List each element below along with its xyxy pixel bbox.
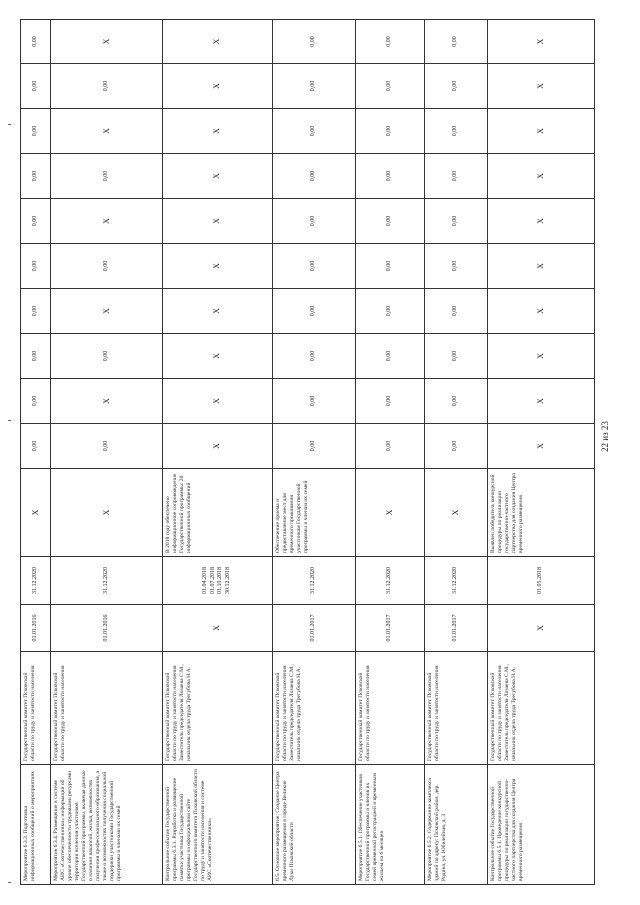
executor-cell: Государственный комитет Псковской области по труду и занятости населения	[21, 652, 51, 765]
value-cell: X	[162, 334, 272, 379]
value-cell: 0,00	[21, 154, 51, 199]
value-cell: 0,00	[355, 199, 424, 244]
value-cell: X	[162, 154, 272, 199]
value-cell: 0,00	[51, 424, 162, 469]
end-date-cell: 31.12.2020	[272, 557, 355, 605]
value-cell: 0,00	[21, 109, 51, 154]
value-cell: X	[162, 109, 272, 154]
value-cell: 0,00	[51, 334, 162, 379]
value-cell: 0,00	[424, 199, 487, 244]
value-cell: 0,00	[21, 424, 51, 469]
value-cell: 0,00	[21, 199, 51, 244]
table-row	[162, 20, 272, 885]
value-cell: 0,00	[21, 244, 51, 289]
activity-cell: Мероприятие 6.3.3. Подготовка информационных сообщений о мероприятиях	[21, 765, 51, 885]
value-cell: 0,00	[424, 154, 487, 199]
value-cell: 0,00	[272, 64, 355, 109]
value-cell: 0,00	[424, 109, 487, 154]
page-number: 22 из 23	[600, 421, 610, 452]
value-cell: X	[51, 109, 162, 154]
value-cell: 0,00	[51, 244, 162, 289]
program-table	[20, 19, 595, 885]
value-cell: 0,00	[51, 154, 162, 199]
value-cell: X	[51, 379, 162, 424]
value-cell: 0,00	[424, 244, 487, 289]
value-cell: 0,00	[424, 289, 487, 334]
margin-mark	[8, 124, 11, 125]
executor-cell: Государственный комитет Псковской области по труду и занятости населения Заместитель председателя Лозаева С.М., начальник отдела труда Трегубова Н.А.	[162, 652, 272, 765]
value-cell: 0,00	[272, 154, 355, 199]
value-cell: 0,00	[21, 334, 51, 379]
table-row	[424, 20, 487, 885]
value-cell: X	[162, 379, 272, 424]
value-cell: 0,00	[272, 199, 355, 244]
end-date-cell: 31.12.2020	[21, 557, 51, 605]
value-cell: 0,00	[355, 244, 424, 289]
start-date-cell: 01.01.2016	[21, 605, 51, 652]
value-cell: X	[162, 244, 272, 289]
end-date-cell: 31.12.2020	[424, 557, 487, 605]
start-date-cell: X	[162, 605, 272, 652]
value-cell: X	[487, 244, 594, 289]
value-cell: 0,00	[21, 20, 51, 64]
value-cell: X	[162, 20, 272, 64]
executor-cell: Государственный комитет Псковской области по труду и занятости населения Заместитель председателя Лозаева С.М., начальник отдела труда Трегубова Н.А.	[487, 652, 594, 765]
result-cell: X	[51, 469, 162, 557]
end-date-cell: 31.12.2020	[355, 557, 424, 605]
result-cell: X	[355, 469, 424, 557]
value-cell: 0,00	[355, 379, 424, 424]
value-cell: 0,00	[355, 64, 424, 109]
result-cell: X	[21, 469, 51, 557]
table-row	[355, 20, 424, 885]
value-cell: 0,00	[272, 289, 355, 334]
value-cell: 0,00	[355, 289, 424, 334]
value-cell: 0,00	[424, 379, 487, 424]
activity-cell: Контрольное событие Государственной программы 6.5.1. Проведение конкурсной процедуры по реализации государственно-частного партнерства для создания Центра временного размещения	[487, 765, 594, 885]
result-cell: X	[424, 469, 487, 557]
value-cell: 0,00	[272, 244, 355, 289]
end-date-cell: 31.12.2020	[51, 557, 162, 605]
executor-cell: Государственный комитет Псковской области по труду и занятости населения Заместитель председателя Лозаева С.М., начальник отдела труда Трегубова Н.А.	[272, 652, 355, 765]
rotated-table-container	[20, 20, 595, 885]
value-cell: X	[487, 20, 594, 64]
value-cell: X	[162, 64, 272, 109]
start-date-cell: X	[487, 605, 594, 652]
start-date-cell: 01.01.2016	[51, 605, 162, 652]
margin-mark	[8, 882, 11, 883]
value-cell: X	[487, 199, 594, 244]
margin-mark	[8, 420, 11, 421]
value-cell: 0,00	[21, 64, 51, 109]
activity-cell: Мероприятие 6.5.2. Содержание комплекса зданий по адресу: Псковской район, дер. Родина, ул. Юбилейная, д. 3	[424, 765, 487, 885]
value-cell: X	[51, 20, 162, 64]
table-row	[272, 20, 355, 885]
value-cell: 0,00	[272, 379, 355, 424]
value-cell: 0,00	[21, 289, 51, 334]
value-cell: 0,00	[272, 424, 355, 469]
activity-cell: Мероприятие 6.3.4. Размещение в системе АИС «Соотечественники» информации об уровне обеспеченности трудовыми ресурсами территории вселения участников Государственной программы, включая данные о наличии вакансий, жилья, возможностях получения профессионального образования, а также о возможностях получения социальной поддержки участниками Государственной программы и членами их семей	[51, 765, 162, 885]
value-cell: X	[487, 289, 594, 334]
activity-cell: Контрольное событие Государственной программы 6.3.1. Разработка и размещение памятки участника Государственной программы на официальном сайте Государственного комитета Псковской области по труду и занятости населения и системе АИС «Соотечественники»	[162, 765, 272, 885]
value-cell: 0,00	[272, 334, 355, 379]
value-cell: 0,00	[424, 20, 487, 64]
value-cell: 0,00	[272, 109, 355, 154]
value-cell: 0,00	[51, 64, 162, 109]
value-cell: 0,00	[424, 64, 487, 109]
result-cell: В 2018 году обеспечено информационное сопровождение Государственной программы: 20 информационных сообщений	[162, 469, 272, 557]
executor-cell: Государственный комитет Псковской области по труду и занятости населения	[51, 652, 162, 765]
table-row	[487, 20, 594, 885]
value-cell: X	[162, 199, 272, 244]
start-date-cell: 01.01.2017	[424, 605, 487, 652]
value-cell: 0,00	[424, 424, 487, 469]
value-cell: X	[162, 424, 272, 469]
value-cell: X	[51, 199, 162, 244]
value-cell: X	[487, 424, 594, 469]
value-cell: X	[487, 154, 594, 199]
end-date-cell: 01.05.2018	[487, 557, 594, 605]
value-cell: 0,00	[272, 20, 355, 64]
start-date-cell: 01.01.2017	[355, 605, 424, 652]
start-date-cell: 01.01.2017	[272, 605, 355, 652]
end-date-cell: 01.04.2018 01.07.2018 01.10.2018 30.12.2018	[162, 557, 272, 605]
executor-cell: Государственный комитет Псковской области по труду и занятости населения	[424, 652, 487, 765]
value-cell: 0,00	[355, 20, 424, 64]
value-cell: 0,00	[21, 379, 51, 424]
table-row	[21, 20, 51, 885]
value-cell: 0,00	[355, 109, 424, 154]
value-cell: 0,00	[355, 154, 424, 199]
value-cell: X	[487, 334, 594, 379]
result-cell: Выявлен победитель конкурсной процедуры по реализации государственно-частного партнерства для создания Центра временного размещения	[487, 469, 594, 557]
value-cell: X	[487, 379, 594, 424]
value-cell: X	[162, 289, 272, 334]
executor-cell: Государственный комитет Псковской области по труду и занятости населения	[355, 652, 424, 765]
value-cell: X	[487, 64, 594, 109]
value-cell: X	[487, 109, 594, 154]
value-cell: 0,00	[424, 334, 487, 379]
result-cell: Обеспечение приема и предоставление мест для временного проживания участникам Государственной программы и членам их семей	[272, 469, 355, 557]
value-cell: 0,00	[355, 334, 424, 379]
activity-cell: 6.5. Основное мероприятие: Создание Центра временного размещения в городе Великие Луки Псковской области	[272, 765, 355, 885]
table-row	[51, 20, 162, 885]
value-cell: X	[51, 289, 162, 334]
value-cell: 0,00	[355, 424, 424, 469]
activity-cell: Мероприятие 6.5.1. Обеспечение участников Государственной программы и членов их семей временной регистрацией и временным жильем на 6 месяцев	[355, 765, 424, 885]
